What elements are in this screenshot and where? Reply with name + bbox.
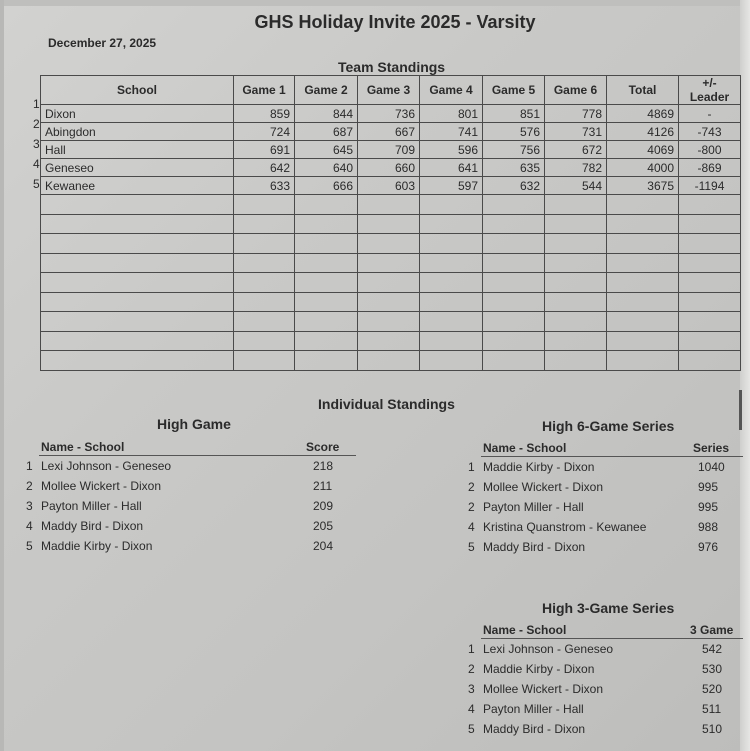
high-game-title: High Game [157,416,231,432]
team-empty-cell [420,312,483,332]
team-empty-cell [483,214,545,234]
high-game-header-rule [39,455,356,456]
standing-rank: 5 [468,540,475,554]
team-cell-diff: - [679,105,741,123]
standing-rank: 5 [26,539,33,553]
standing-value: 205 [313,519,334,533]
team-empty-cell [358,234,420,254]
team-empty-cell [234,351,295,371]
team-cell-school: Dixon [41,105,234,123]
team-cell-g2: 844 [295,105,358,123]
team-row [41,123,741,141]
team-cell-total: 3675 [607,177,679,195]
team-cell-diff: -743 [679,123,741,141]
team-empty-cell [483,292,545,312]
standing-row [26,519,356,539]
team-empty-cell [420,234,483,254]
team-empty-cell [679,351,741,371]
team-empty-row [41,234,741,254]
team-empty-cell [545,214,607,234]
team-empty-cell [420,253,483,273]
standing-rank: 4 [468,702,475,716]
standing-name: Payton Miller - Hall [483,500,584,514]
standing-value: 511 [702,702,722,716]
team-cell-total: 4000 [607,159,679,177]
team-cell-school: Abingdon [41,123,234,141]
team-empty-cell [295,312,358,332]
team-empty-row [41,195,741,215]
high-6-game-col-series: Series [693,441,730,455]
team-cell-g6: 778 [545,105,607,123]
team-cell-g2: 687 [295,123,358,141]
team-cell-g4: 597 [420,177,483,195]
team-empty-cell [483,312,545,332]
standing-row [26,479,356,499]
col-game-4: Game 4 [420,76,483,105]
team-cell-g6: 672 [545,141,607,159]
high-6-game-section [468,418,743,568]
team-empty-cell [420,292,483,312]
team-empty-cell [41,253,234,273]
standing-value: 520 [702,682,723,696]
team-empty-cell [483,195,545,215]
team-empty-cell [679,273,741,293]
team-empty-cell [545,253,607,273]
team-cell-g1: 859 [234,105,295,123]
team-empty-cell [545,312,607,332]
standing-name: Payton Miller - Hall [483,702,584,716]
team-empty-row [41,331,741,351]
team-empty-cell [545,195,607,215]
standing-row [468,722,743,742]
team-empty-cell [483,253,545,273]
team-cell-g6: 731 [545,123,607,141]
paper-edge-top [0,0,750,6]
team-empty-cell [483,351,545,371]
standing-rank: 1 [26,459,33,473]
team-empty-cell [607,292,679,312]
team-cell-diff: -800 [679,141,741,159]
team-cell-g6: 782 [545,159,607,177]
team-empty-cell [420,351,483,371]
team-empty-cell [41,312,234,332]
standing-row [468,520,743,540]
team-empty-cell [607,351,679,371]
team-empty-cell [358,292,420,312]
team-empty-cell [420,331,483,351]
team-cell-g3: 660 [358,159,420,177]
standing-rank: 1 [468,460,475,474]
team-empty-row [41,292,741,312]
team-empty-row [41,214,741,234]
standing-row [468,460,743,480]
team-row [41,105,741,123]
team-cell-g5: 632 [483,177,545,195]
col-game-5: Game 5 [483,76,545,105]
team-empty-cell [295,273,358,293]
team-empty-row [41,273,741,293]
standing-value: 542 [702,642,723,656]
standing-name: Maddy Bird - Dixon [483,540,586,554]
team-empty-cell [234,214,295,234]
team-empty-cell [545,273,607,293]
team-empty-cell [545,351,607,371]
team-empty-cell [679,214,741,234]
standing-value: 211 [313,479,333,493]
team-empty-cell [358,214,420,234]
team-cell-diff: -869 [679,159,741,177]
team-empty-cell [679,234,741,254]
team-row [41,177,741,195]
team-cell-g4: 596 [420,141,483,159]
team-empty-cell [295,234,358,254]
standing-row [468,480,743,500]
team-cell-school: Kewanee [41,177,234,195]
team-empty-cell [358,351,420,371]
team-cell-school: Geneseo [41,159,234,177]
team-empty-cell [295,292,358,312]
standing-name: Mollee Wickert - Dixon [483,682,604,696]
team-empty-cell [234,312,295,332]
standing-name: Lexi Johnson - Geneseo [483,642,614,656]
standing-name: Maddie Kirby - Dixon [483,662,595,676]
team-empty-cell [607,273,679,293]
standing-row [26,459,356,479]
col-leader-diff: +/- Leader [679,76,741,105]
team-empty-cell [234,273,295,293]
team-standings-title: Team Standings [338,59,446,75]
event-date: December 27, 2025 [48,36,157,50]
team-empty-row [41,253,741,273]
team-empty-cell [295,253,358,273]
team-standings-table [40,75,741,371]
standing-name: Maddy Bird - Dixon [483,722,586,736]
standing-rank: 2 [468,480,475,494]
standing-name: Maddie Kirby - Dixon [483,460,595,474]
team-cell-total: 4069 [607,141,679,159]
team-rank: 2 [33,117,40,131]
standing-value: 1040 [698,460,725,474]
col-game-6: Game 6 [545,76,607,105]
team-empty-cell [420,273,483,293]
team-cell-g5: 635 [483,159,545,177]
standing-row [468,500,743,520]
team-empty-cell [358,195,420,215]
standing-row [468,702,743,722]
high-3-game-col-3-game: 3 Game [690,623,734,637]
team-empty-cell [41,273,234,293]
standing-row [26,499,356,519]
team-empty-cell [607,234,679,254]
team-empty-cell [295,331,358,351]
team-empty-cell [545,331,607,351]
standing-name: Maddie Kirby - Dixon [41,539,153,553]
team-empty-cell [607,195,679,215]
standing-value: 995 [698,480,719,494]
standing-value: 976 [698,540,719,554]
standing-rank: 2 [468,662,475,676]
team-empty-cell [607,331,679,351]
team-cell-total: 4126 [607,123,679,141]
standing-rank: 5 [468,722,475,736]
team-empty-cell [295,351,358,371]
team-empty-cell [41,351,234,371]
col-game-3: Game 3 [358,76,420,105]
team-empty-cell [295,195,358,215]
team-header-row [41,76,741,105]
standing-value: 530 [702,662,723,676]
standing-value: 209 [313,499,334,513]
team-empty-cell [679,253,741,273]
team-empty-cell [234,253,295,273]
standing-name: Lexi Johnson - Geneseo [41,459,172,473]
team-cell-school: Hall [41,141,234,159]
team-empty-cell [358,331,420,351]
standing-rank: 4 [468,520,475,534]
high-game-section [26,416,356,566]
team-cell-g2: 640 [295,159,358,177]
standing-name: Maddy Bird - Dixon [41,519,144,533]
team-cell-g6: 544 [545,177,607,195]
team-empty-cell [234,195,295,215]
team-empty-cell [41,195,234,215]
standing-rank: 4 [26,519,33,533]
standing-rank: 2 [468,500,475,514]
team-empty-cell [358,253,420,273]
team-cell-g3: 667 [358,123,420,141]
team-cell-g3: 709 [358,141,420,159]
team-empty-cell [607,312,679,332]
team-cell-g5: 851 [483,105,545,123]
team-cell-g3: 603 [358,177,420,195]
standing-name: Payton Miller - Hall [41,499,142,513]
standing-value: 218 [313,459,334,473]
standing-rank: 3 [468,682,475,696]
standing-name: Mollee Wickert - Dixon [483,480,604,494]
team-row [41,159,741,177]
standing-name: Mollee Wickert - Dixon [41,479,162,493]
team-rank: 4 [33,157,40,171]
standing-value: 988 [698,520,719,534]
team-empty-cell [483,234,545,254]
team-empty-cell [607,214,679,234]
team-empty-cell [41,234,234,254]
individual-standings-title: Individual Standings [318,396,455,412]
high-game-col-name: Name - School [41,440,125,454]
team-cell-g5: 576 [483,123,545,141]
high-3-game-header-rule [481,638,743,639]
standing-rank: 2 [26,479,33,493]
team-empty-cell [483,331,545,351]
standing-value: 510 [702,722,723,736]
high-3-game-section [468,600,743,750]
paper-edge-left [0,0,4,751]
high-game-col-score: Score [306,440,340,454]
standing-value: 995 [698,500,719,514]
team-cell-g2: 666 [295,177,358,195]
team-empty-cell [234,331,295,351]
col-total: Total [607,76,679,105]
col-game-1: Game 1 [234,76,295,105]
team-cell-g4: 641 [420,159,483,177]
team-empty-cell [41,331,234,351]
team-empty-row [41,312,741,332]
standing-rank: 1 [468,642,475,656]
team-cell-g1: 642 [234,159,295,177]
team-empty-cell [41,292,234,312]
team-rank: 1 [33,97,40,111]
standing-row [468,642,743,662]
standing-row [468,662,743,682]
high-3-game-title: High 3-Game Series [542,600,675,616]
team-rank: 3 [33,137,40,151]
team-cell-g5: 756 [483,141,545,159]
team-empty-cell [41,214,234,234]
standing-row [26,539,356,559]
standing-row [468,540,743,560]
team-empty-cell [607,253,679,273]
high-6-game-title: High 6-Game Series [542,418,675,434]
team-empty-cell [420,195,483,215]
team-cell-g4: 741 [420,123,483,141]
team-rank: 5 [33,177,40,191]
team-empty-cell [234,234,295,254]
team-cell-g1: 633 [234,177,295,195]
standing-row [468,682,743,702]
team-cell-g1: 724 [234,123,295,141]
team-empty-row [41,351,741,371]
team-empty-cell [295,214,358,234]
team-empty-cell [679,312,741,332]
high-6-game-col-name: Name - School [483,441,567,455]
standing-name: Kristina Quanstrom - Kewanee [483,520,647,534]
team-empty-cell [234,292,295,312]
team-empty-cell [358,312,420,332]
team-empty-cell [679,331,741,351]
team-cell-total: 4869 [607,105,679,123]
col-school: School [41,76,234,105]
team-empty-cell [358,273,420,293]
standing-value: 204 [313,539,334,553]
team-empty-cell [420,214,483,234]
team-cell-g2: 645 [295,141,358,159]
team-empty-cell [679,195,741,215]
team-row [41,141,741,159]
high-6-game-header-rule [481,456,743,457]
page-title: GHS Holiday Invite 2025 - Varsity [254,12,536,32]
high-3-game-col-name: Name - School [483,623,567,637]
team-cell-g3: 736 [358,105,420,123]
team-empty-cell [545,292,607,312]
team-cell-diff: -1194 [679,177,741,195]
team-empty-cell [483,273,545,293]
col-game-2: Game 2 [295,76,358,105]
team-empty-cell [545,234,607,254]
team-cell-g1: 691 [234,141,295,159]
team-cell-g4: 801 [420,105,483,123]
standing-rank: 3 [26,499,33,513]
team-empty-cell [679,292,741,312]
